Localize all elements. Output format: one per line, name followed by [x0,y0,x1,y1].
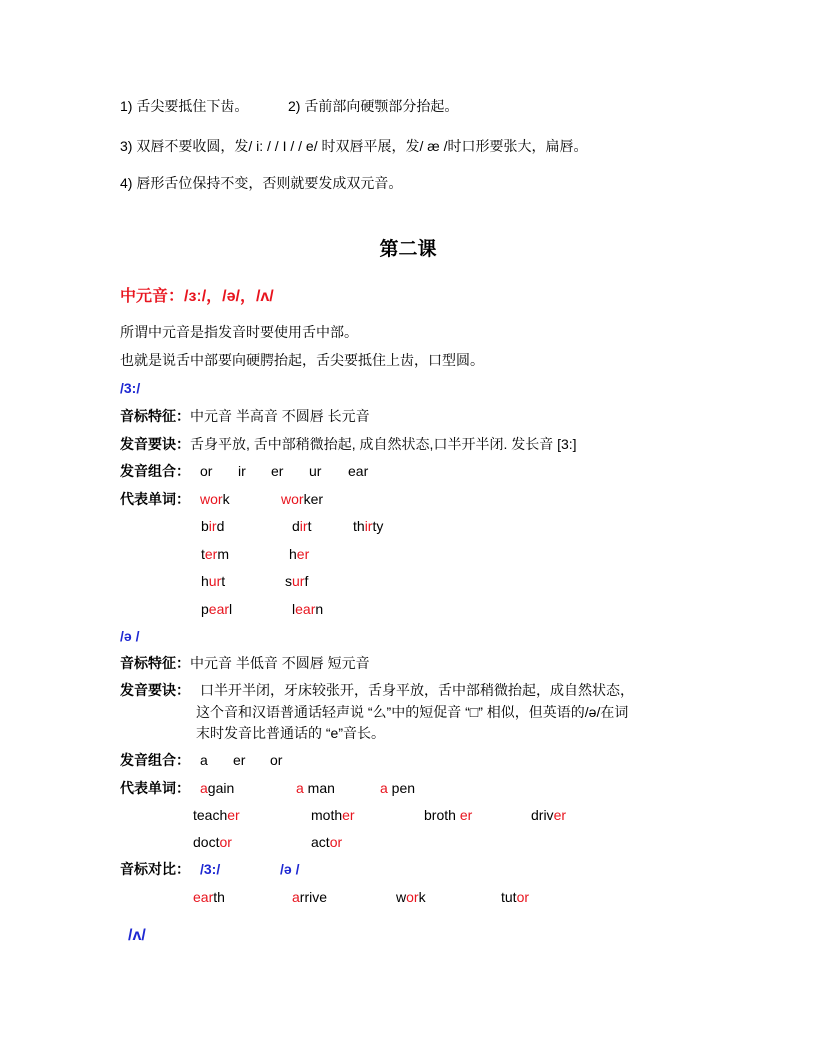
word: again [200,780,235,796]
note-4: 4) 唇形舌位保持不变，否则就要发成双元音。 [120,175,403,191]
symbol-wedge: /ʌ/ [128,927,146,944]
word: a pen [380,780,416,796]
combo-item: a [200,752,208,768]
word: driver [531,807,567,823]
intro-line-1: 所谓中元音是指发音时要使用舌中部。 [120,324,358,340]
combo-item: or [200,463,213,479]
word: actor [311,834,343,850]
note-2: 2) 舌前部向硬颚部分抬起。 [288,98,459,114]
compare-label: 音标对比： [120,861,190,877]
word: doctor [193,834,232,850]
word: teacher [193,807,240,823]
s1-features-row [120,406,370,426]
symbol-schwa: /ə / [120,628,140,644]
word: mother [311,807,355,823]
s1-words-label: 代表单词： [120,491,190,507]
s2-tips-line-2: 这个音和汉语普通话轻声说 “么”中的短促音 “□” 相似，但英语的/ə/在词 [196,704,629,720]
symbol-3-colon: /3:/ [120,380,141,396]
lesson-title: 第二课 [379,238,437,260]
word: hurt [201,573,226,589]
s1-combo-row [120,461,190,481]
word: work [396,889,426,905]
word: a man [296,780,335,796]
word: term [201,546,230,562]
tips-label: 发音要诀： [120,436,190,452]
combo-item: ur [309,463,322,479]
combo-item: ir [238,463,246,479]
s2-features-row [120,653,370,673]
word: her [289,546,310,562]
s2-combo-label: 发音组合： [120,752,190,768]
features-label: 音标特征： [120,408,190,424]
word: broth er [424,807,473,823]
combo-item: er [233,752,246,768]
tips-text: 舌身平放, 舌中部稍微抬起, 成自然状态,口半开半闭. 发长音 [3:] [190,436,577,452]
combo-item: er [271,463,284,479]
features-text: 中元音 半低音 不圆唇 短元音 [190,655,370,671]
features-text: 中元音 半高音 不圆唇 长元音 [190,408,370,424]
word: learn [292,601,324,617]
word: arrive [292,889,328,905]
word: tutor [501,889,530,905]
word: worker [281,491,324,507]
s1-tips-row [120,434,577,454]
combo-label: 发音组合： [120,463,190,479]
s2-tips-line-3: 末时发音比普通话的 “e”音长。 [196,725,385,741]
intro-line-2: 也就是说舌中部要向硬腭抬起，舌尖要抵住上齿，口型圆。 [120,352,484,368]
note-3: 3) 双唇不要收圆，发/ i: / / I / / e/ 时双唇平展，发/ æ /时口形要张大，扁唇。 [120,138,588,154]
note-1: 1) 舌尖要抵住下齿。 [120,98,249,114]
combo-item: or [270,752,283,768]
compare-symbol-2: /ə / [280,861,300,877]
word: bird [201,518,225,534]
word: work [200,491,230,507]
combo-item: ear [348,463,369,479]
s2-tips-line-1: 口半开半闭，牙床较张开，舌身平放，舌中部稍微抬起，成自然状态， [200,682,634,698]
compare-symbol-1: /3:/ [200,861,221,877]
section-heading: 中元音：/ɜː/，/ə/，/ʌ/ [120,288,274,305]
word: earth [193,889,225,905]
s2-tips-label: 发音要诀： [120,682,190,698]
word: thirty [353,518,384,534]
features-label: 音标特征： [120,655,190,671]
s2-words-label: 代表单词： [120,780,190,796]
word: pearl [201,601,233,617]
word: surf [285,573,309,589]
word: dirt [292,518,312,534]
